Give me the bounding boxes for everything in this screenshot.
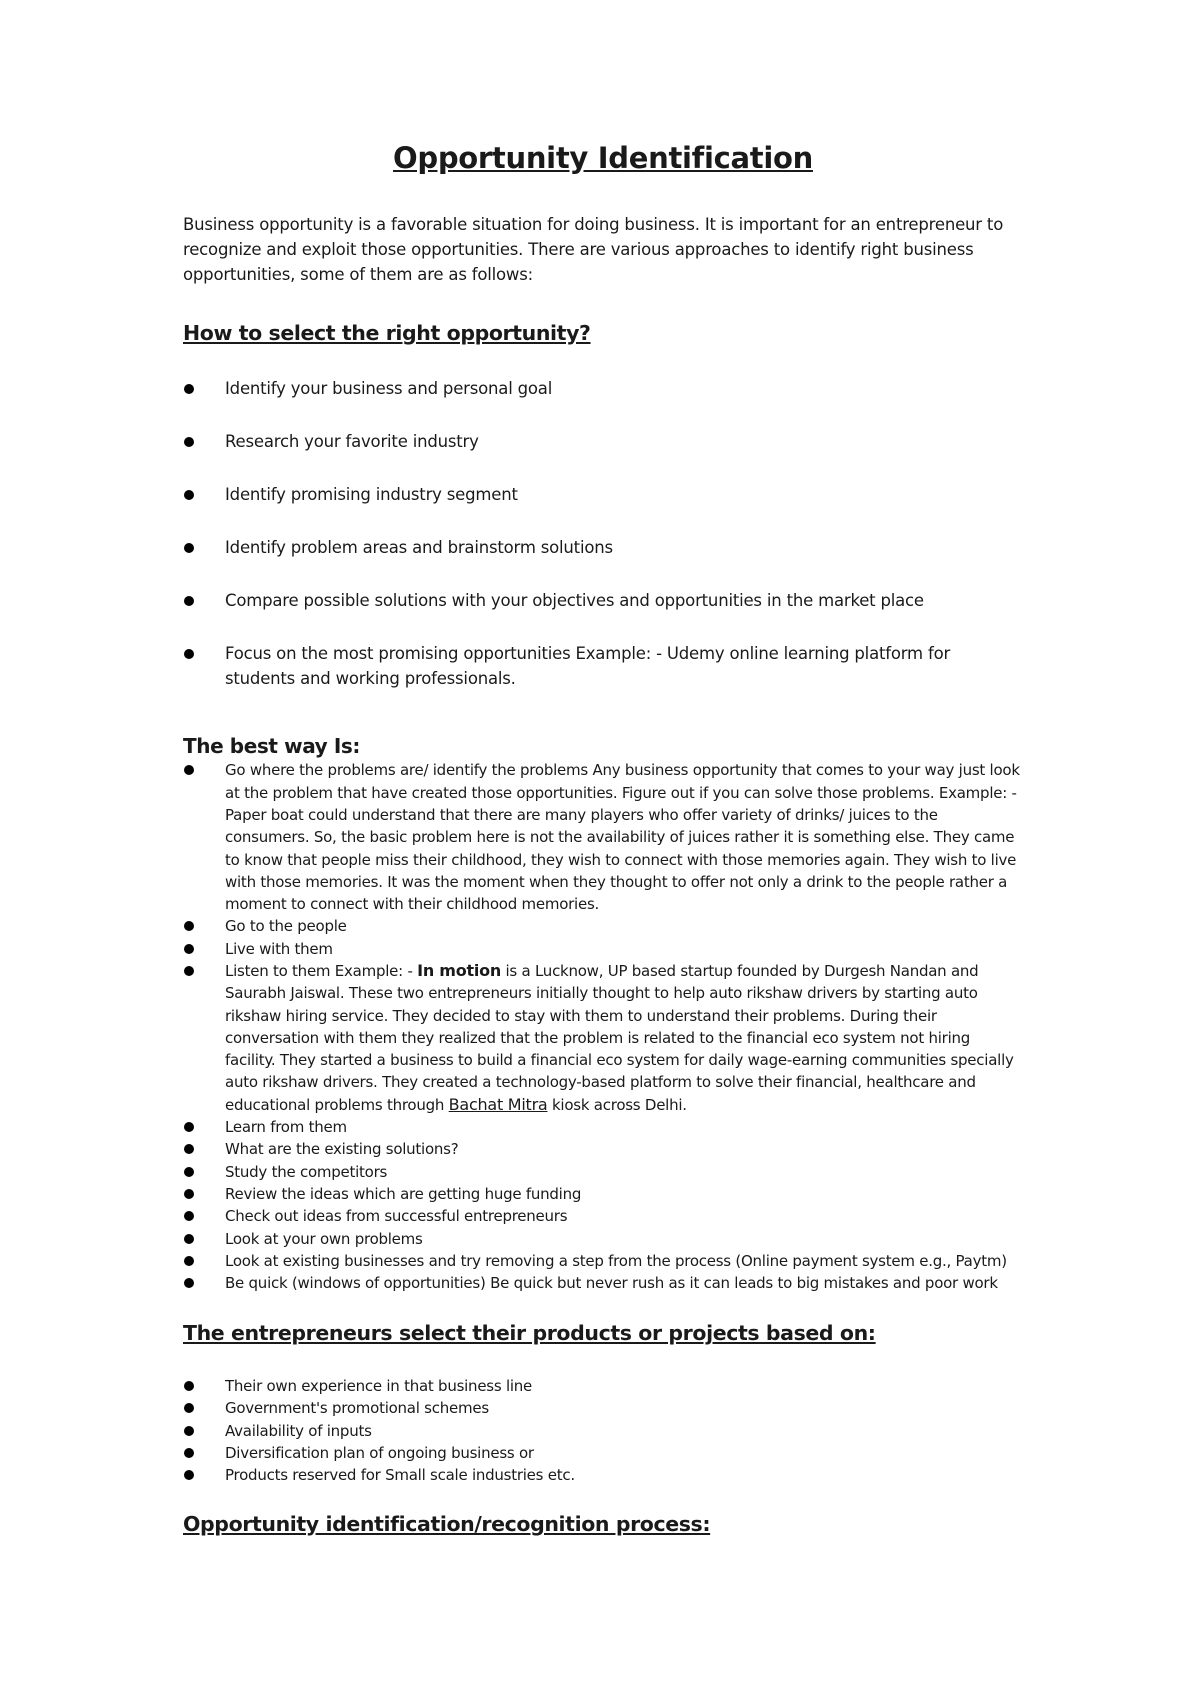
bullet-icon: [184, 944, 194, 954]
list-item: Listen to them Example: - In motion is a Lucknow, UP based startup founded by Durgesh Nandan and Saurabh Jaiswal. These two entrepreneurs initially thought to help auto rikshaw drivers by starting auto rikshaw hiring service. They decided to stay with them to understand their problems. During their conversation with them they realized that the problem is related to the financial eco system not hiring facility. They started a business to build a financial eco system for daily wage-earning communities specially auto rikshaw drivers. They created a technology-based platform to solve their financial, healthcare and educational problems through Bachat Mitra kiosk across Delhi.: [183, 960, 1023, 1116]
bullet-icon: [184, 765, 194, 775]
list-item: Compare possible solutions with your objectives and opportunities in the market place: [183, 588, 1023, 613]
bullet-icon: [184, 1403, 194, 1413]
best-way-list: [183, 759, 1023, 1294]
section-heading-selection-basis: The entrepreneurs select their products or projects based on:: [183, 1321, 876, 1346]
section-heading-select-opportunity: How to select the right opportunity?: [183, 320, 591, 345]
list-item: What are the existing solutions?: [183, 1138, 1023, 1160]
page-title: Opportunity Identification: [393, 141, 813, 175]
list-item: Check out ideas from successful entrepreneurs: [183, 1205, 1023, 1227]
bullet-icon: [184, 490, 194, 500]
list-item: Learn from them: [183, 1116, 1023, 1138]
list-item: Their own experience in that business line: [183, 1375, 1023, 1397]
section-heading-recognition-process: Opportunity identification/recognition process:: [183, 1511, 711, 1536]
list-item: Diversification plan of ongoing business or: [183, 1442, 1023, 1464]
list-item: Products reserved for Small scale industries etc.: [183, 1464, 1023, 1486]
bachat-mitra-name: Bachat Mitra: [448, 1094, 548, 1114]
bullet-icon: [184, 543, 194, 553]
bullet-icon: [184, 596, 194, 606]
list-item: Focus on the most promising opportunities Example: - Udemy online learning platform for students and working professionals.: [183, 641, 1023, 691]
bullet-icon: [184, 1189, 194, 1199]
list-item: Study the competitors: [183, 1161, 1023, 1183]
bullet-icon: [184, 649, 194, 659]
list-item: Go to the people: [183, 915, 1023, 937]
bullet-icon: [184, 921, 194, 931]
document-page: [183, 140, 1023, 1537]
list-item: Identify problem areas and brainstorm solutions: [183, 535, 1023, 560]
bullet-icon: [184, 1144, 194, 1154]
list-item: Go where the problems are/ identify the problems Any business opportunity that comes to your way just look at the problem that have created those opportunities. Figure out if you can solve those problems. Example: - Paper boat could understand that there are many players who offer variety of drinks/ juices to the consumers. So, the basic problem here is not the availability of juices rather it is something else. They came to know that people miss their childhood, they wish to connect with those memories again. They wish to live with those memories. It was the moment when they thought to offer not only a drink to the people rather a moment to connect with their childhood memories.: [183, 759, 1023, 915]
bullet-icon: [184, 1211, 194, 1221]
bullet-icon: [184, 966, 194, 976]
list-item: Research your favorite industry: [183, 429, 1023, 454]
bullet-icon: [184, 1122, 194, 1132]
bullet-icon: [184, 384, 194, 394]
selection-basis-list: [183, 1375, 1023, 1486]
bullet-icon: [184, 1426, 194, 1436]
list-item: Identify promising industry segment: [183, 482, 1023, 507]
list-item: Identify your business and personal goal: [183, 376, 1023, 401]
list-item: Look at your own problems: [183, 1228, 1023, 1250]
in-motion-name: In motion: [417, 961, 501, 980]
list-item: Live with them: [183, 938, 1023, 960]
list-item: Availability of inputs: [183, 1420, 1023, 1442]
bullet-icon: [184, 1448, 194, 1458]
list-item: Look at existing businesses and try removing a step from the process (Online payment system e.g., Paytm): [183, 1250, 1023, 1272]
section-heading-best-way: The best way Is:: [183, 734, 361, 759]
list-item: Be quick (windows of opportunities) Be quick but never rush as it can leads to big mistakes and poor work: [183, 1272, 1023, 1294]
bullet-icon: [184, 1234, 194, 1244]
bullet-icon: [184, 1381, 194, 1391]
bullet-icon: [184, 1278, 194, 1288]
bullet-icon: [184, 437, 194, 447]
bullet-icon: [184, 1256, 194, 1266]
list-item: Review the ideas which are getting huge funding: [183, 1183, 1023, 1205]
bullet-icon: [184, 1470, 194, 1480]
select-opportunity-list: [183, 376, 1023, 691]
list-item: Government's promotional schemes: [183, 1397, 1023, 1419]
bullet-icon: [184, 1167, 194, 1177]
intro-paragraph: Business opportunity is a favorable situation for doing business. It is important for an entrepreneur to recognize and exploit those opportunities. There are various approaches to identify right business opportunities, some of them are as follows:: [183, 214, 1004, 284]
